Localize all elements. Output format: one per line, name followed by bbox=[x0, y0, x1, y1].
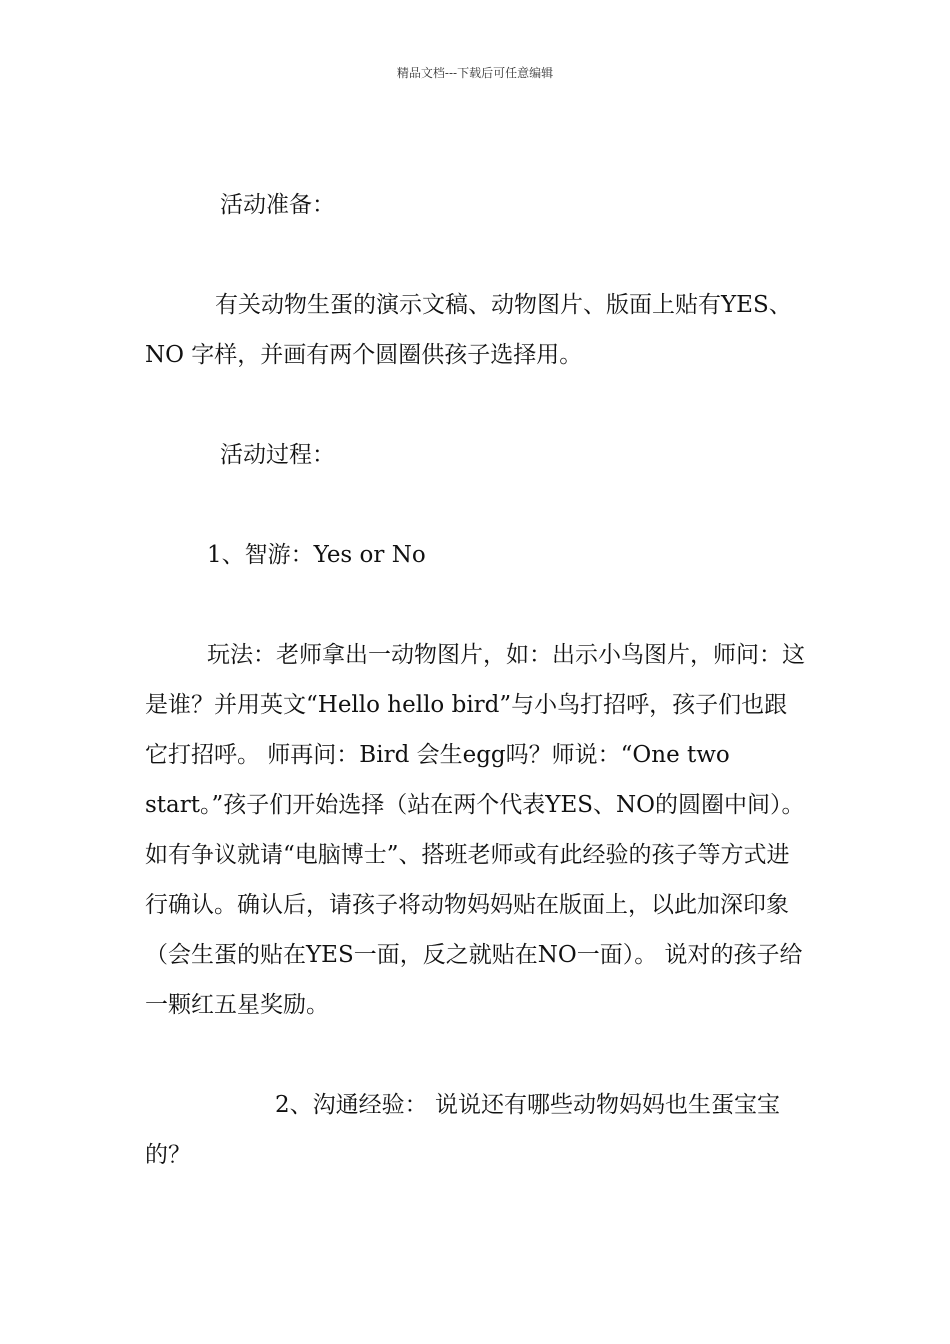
paragraph-step-1: 玩法：老师拿出一动物图片，如：出示小鸟图片，师问：这是谁？并用英文“Hello hello bird”与小鸟打招呼，孩子们也跟它打招呼。 师再问：Bird 会生egg吗？师说：“One two start。”孩子们开始选择（站在两个代表YES、NO的圆圈中间）。如有争议就请“电脑博士”、搭班老师或有此经验的孩子等方式进行确认。确认后，请孩子将动物妈妈贴在版面上，以此加深印象（会生蛋的贴在YES一面，反之就贴在NO一面）。 说对的孩子给一颗红五星奖励。 bbox=[145, 642, 805, 1018]
heading-activity-process: 活动过程： bbox=[220, 442, 335, 468]
paragraph-step-2: 2、沟通经验： 说说还有哪些动物妈妈也生蛋宝宝的？ bbox=[145, 1092, 780, 1168]
heading-activity-preparation: 活动准备： bbox=[220, 192, 335, 218]
step-1-title: 1、智游：Yes or No bbox=[207, 542, 426, 568]
document-body bbox=[145, 180, 807, 1180]
page-header: 精品文档---下载后可任意编辑 bbox=[396, 66, 554, 80]
paragraph-preparation: 有关动物生蛋的演示文稿、动物图片、版面上贴有YES、NO 字样，并画有两个圆圈供孩子选择用。 bbox=[145, 292, 792, 368]
